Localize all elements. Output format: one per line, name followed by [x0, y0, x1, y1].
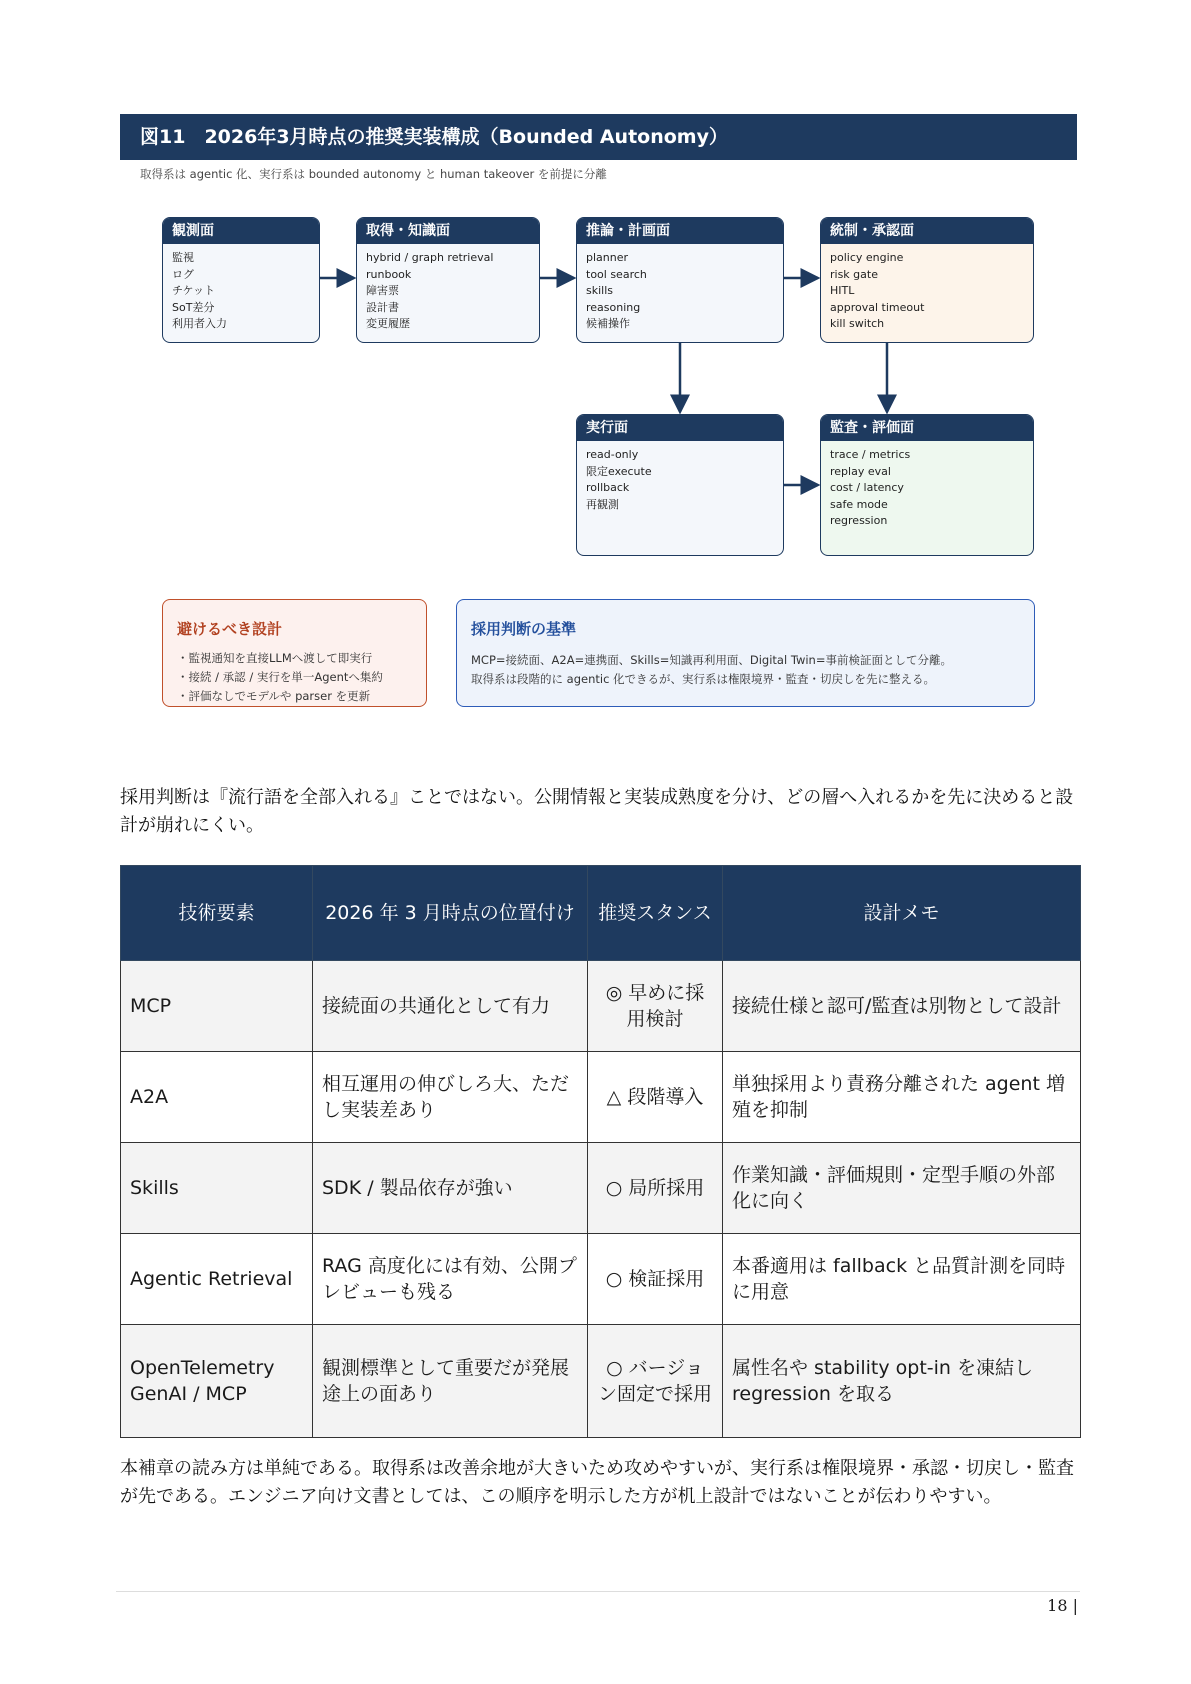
table-cell: MCP	[121, 961, 313, 1052]
note-adoption-criteria	[456, 599, 1035, 707]
intro-paragraph: 採用判断は『流行語を全部入れる』ことではない。公開情報と実装成熟度を分け、どの層へ入れるかを先に決めると設計が崩れにくい。	[120, 787, 1074, 836]
box-plan	[576, 217, 784, 343]
page-number: 18 |	[1047, 1596, 1078, 1615]
box-item: 監視	[172, 251, 194, 264]
box-govern-items	[821, 244, 1033, 339]
box-item: planner	[586, 251, 629, 264]
table-cell: 属性名や stability opt-in を凍結し regression を取る	[723, 1325, 1081, 1438]
box-item: tool search	[586, 267, 647, 281]
footer-divider	[116, 1591, 1080, 1592]
box-item: safe mode	[830, 497, 888, 511]
box-item: risk gate	[830, 267, 878, 281]
table-cell: 接続仕様と認可/監査は別物として設計	[723, 961, 1081, 1052]
table-cell: RAG 高度化には有効、公開プレビューも残る	[313, 1234, 588, 1325]
box-execute-title: 実行面	[577, 415, 783, 441]
table-header-cell: 技術要素	[121, 866, 313, 961]
box-item: ログ	[172, 267, 194, 281]
note-adopt-title: 採用判断の基準	[471, 620, 577, 638]
box-item: 設計書	[366, 300, 399, 314]
table-header-row	[121, 866, 1081, 961]
table-header-cell: 推奨スタンス	[588, 866, 723, 961]
box-item: 利用者入力	[172, 317, 227, 330]
box-item: regression	[830, 514, 888, 527]
table-header-cell: 2026 年 3 月時点の位置付け	[313, 866, 588, 961]
box-audit-title: 監査・評価面	[821, 415, 1033, 441]
closing-paragraph: 本補章の読み方は単純である。取得系は改善余地が大きいため攻めやすいが、実行系は権限境界・承認・切戻し・監査が先である。エンジニア向け文書としては、この順序を明示した方が机上設計ではないことが伝わりやすい。	[120, 1458, 1074, 1507]
table-cell: 接続面の共通化として有力	[313, 961, 588, 1052]
box-execute	[576, 414, 784, 556]
box-govern	[820, 217, 1034, 343]
box-execute-items	[577, 441, 783, 519]
box-item: read-only	[586, 448, 639, 461]
box-item: rollback	[586, 481, 630, 494]
table-cell: A2A	[121, 1052, 313, 1143]
table-cell: 相互運用の伸びしろ大、ただし実装差あり	[313, 1052, 588, 1143]
box-item: 候補操作	[586, 317, 630, 330]
note-avoid-design	[162, 599, 427, 707]
box-item: replay eval	[830, 464, 891, 478]
box-item: runbook	[366, 267, 412, 281]
box-item: hybrid / graph retrieval	[366, 251, 494, 264]
note-avoid-item: ・評価なしでモデルや parser を更新	[177, 689, 371, 703]
table-cell: 作業知識・評価規則・定型手順の外部化に向く	[723, 1143, 1081, 1234]
box-item: approval timeout	[830, 300, 925, 314]
table-header-cell: 設計メモ	[723, 866, 1081, 961]
table-cell: ○ 検証採用	[588, 1234, 723, 1325]
box-govern-title: 統制・承認面	[821, 218, 1033, 244]
table-cell: 本番適用は fallback と品質計測を同時に用意	[723, 1234, 1081, 1325]
table-row	[121, 1234, 1081, 1325]
box-observe	[162, 217, 320, 343]
table-cell: △ 段階導入	[588, 1052, 723, 1143]
figure-title: 図11 2026年3月時点の推奨実装構成（Bounded Autonomy）	[120, 114, 1077, 160]
box-item: 障害票	[366, 284, 399, 297]
note-avoid-title: 避けるべき設計	[177, 620, 283, 638]
box-item: HITL	[830, 284, 855, 297]
box-item: cost / latency	[830, 481, 904, 494]
box-item: 変更履歴	[366, 317, 410, 330]
note-avoid-item: ・接続 / 承認 / 実行を単一Agentへ集約	[177, 670, 383, 684]
table-cell: Skills	[121, 1143, 313, 1234]
table-cell: Agentic Retrieval	[121, 1234, 313, 1325]
table-row	[121, 1143, 1081, 1234]
box-item: policy engine	[830, 251, 904, 264]
box-observe-title: 観測面	[163, 218, 319, 244]
box-item: 限定execute	[586, 464, 652, 478]
box-plan-items	[577, 244, 783, 339]
box-item: チケット	[172, 284, 216, 297]
box-retrieve	[356, 217, 540, 343]
figure-subtitle: 取得系は agentic 化、実行系は bounded autonomy と human takeover を前提に分離	[140, 167, 607, 181]
table-cell: ◎ 早めに採用検討	[588, 961, 723, 1052]
table-cell: 単独採用より責務分離された agent 増殖を抑制	[723, 1052, 1081, 1143]
table-row	[121, 1052, 1081, 1143]
box-retrieve-items	[357, 244, 539, 339]
table-row	[121, 961, 1081, 1052]
box-retrieve-title: 取得・知識面	[357, 218, 539, 244]
note-avoid-item: ・監視通知を直接LLMへ渡して即実行	[177, 651, 373, 665]
box-item: kill switch	[830, 317, 885, 330]
box-observe-items	[163, 244, 319, 339]
box-item: reasoning	[586, 300, 641, 314]
box-item: skills	[586, 284, 614, 297]
table-cell: SDK / 製品依存が強い	[313, 1143, 588, 1234]
table-cell: ○ 局所採用	[588, 1143, 723, 1234]
note-adopt-line: MCP=接続面、A2A=連携面、Skills=知識再利用面、Digital Twin=事前検証面として分離。	[471, 653, 952, 667]
tech-stance-table	[120, 865, 1081, 1438]
table-cell: ○ バージョン固定で採用	[588, 1325, 723, 1438]
box-item: trace / metrics	[830, 448, 911, 461]
box-audit-items	[821, 441, 1033, 536]
table-cell: 観測標準として重要だが発展途上の面あり	[313, 1325, 588, 1438]
note-avoid-items	[177, 649, 414, 706]
box-item: 再観測	[586, 497, 619, 511]
table-row	[121, 1325, 1081, 1438]
box-item: SoT差分	[172, 300, 215, 314]
table-cell: OpenTelemetry GenAI / MCP	[121, 1325, 313, 1438]
box-plan-title: 推論・計画面	[577, 218, 783, 244]
box-audit	[820, 414, 1034, 556]
note-adopt-line: 取得系は段階的に agentic 化できるが、実行系は権限境界・監査・切戻しを先に整える。	[471, 672, 936, 686]
